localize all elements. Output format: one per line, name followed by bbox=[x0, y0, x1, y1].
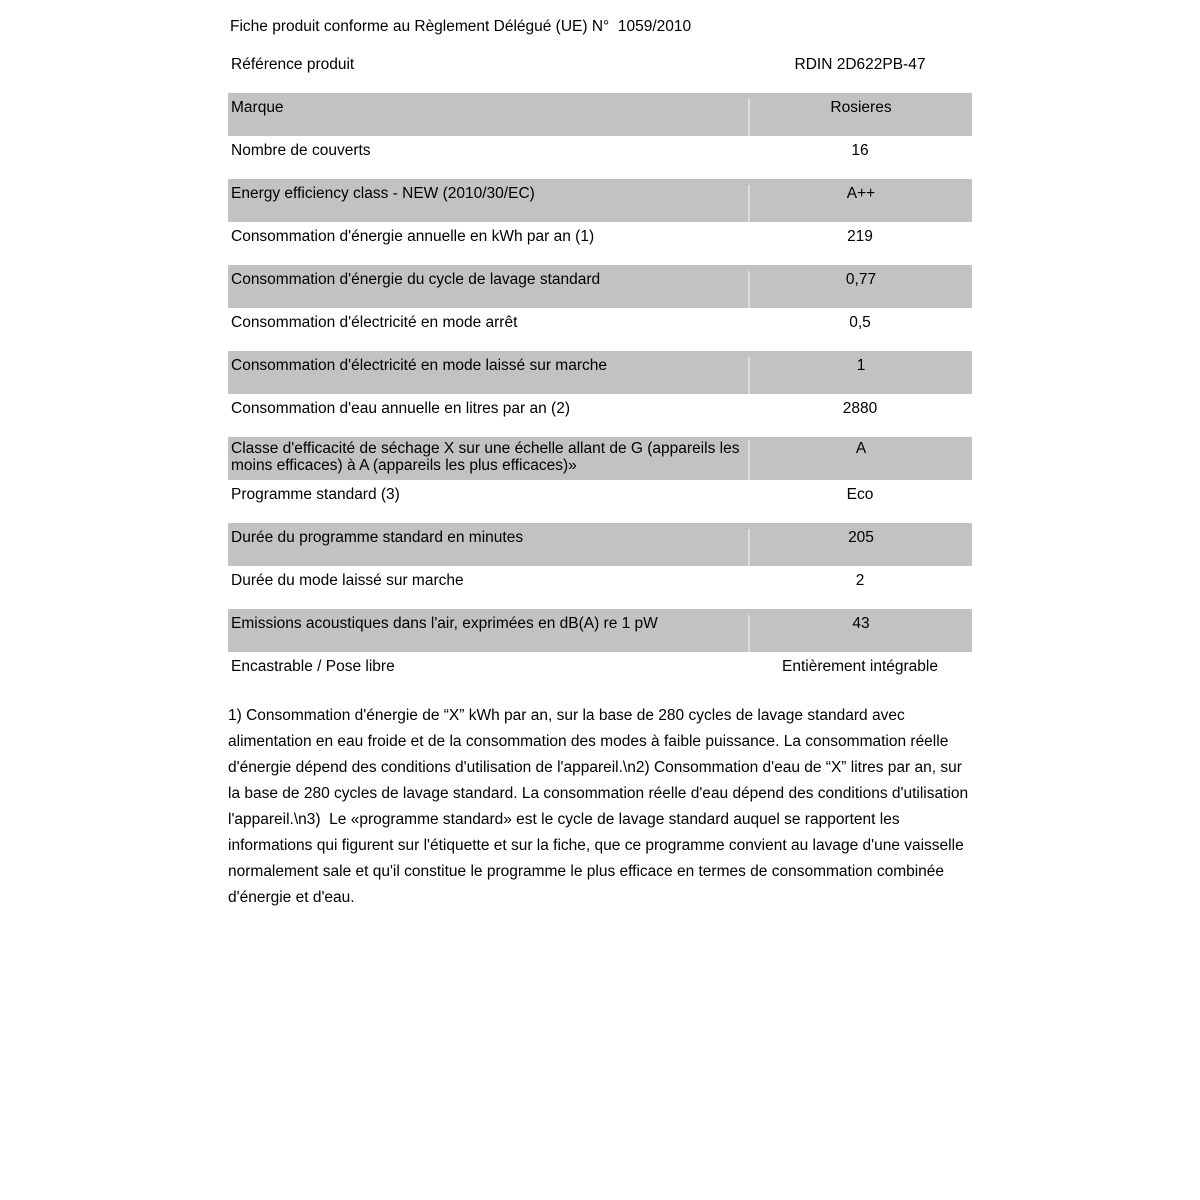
spec-value: 2880 bbox=[842, 400, 878, 417]
spec-table bbox=[228, 93, 972, 695]
spec-label: Programme standard (3) bbox=[231, 486, 400, 503]
spec-label: Durée du mode laissé sur marche bbox=[231, 572, 464, 589]
spec-value: Rosieres bbox=[748, 99, 972, 136]
table-row bbox=[228, 394, 972, 437]
table-row bbox=[228, 652, 972, 695]
document-body bbox=[228, 18, 972, 911]
spec-value: Eco bbox=[846, 486, 874, 503]
spec-value: A bbox=[748, 440, 972, 480]
spec-value: 219 bbox=[847, 228, 873, 245]
table-row bbox=[228, 523, 972, 566]
spec-label: Classe d'efficacité de séchage X sur une échelle allant de G (appareils les moins efficaces) à A (appareils les plus efficaces)» bbox=[231, 440, 740, 474]
document-title: Fiche produit conforme au Règlement Délégué (UE) N° 1059/2010 bbox=[230, 18, 692, 35]
spec-value: 205 bbox=[748, 529, 972, 566]
spec-label: Marque bbox=[231, 99, 284, 116]
spec-label: Consommation d'énergie annuelle en kWh par an (1) bbox=[231, 228, 595, 245]
table-row bbox=[228, 265, 972, 308]
table-row bbox=[228, 480, 972, 523]
spec-label: Nombre de couverts bbox=[231, 142, 371, 159]
spec-value: 0,5 bbox=[849, 314, 871, 331]
table-row bbox=[228, 351, 972, 394]
table-row bbox=[228, 136, 972, 179]
footnote-text: 1) Consommation d'énergie de “X” kWh par an, sur la base de 280 cycles de lavage standard avec alimentation en eau froide et de la consommation des modes à faible puissance. La consommation réelle d'énergie dépend des conditions d'utilisation de l'appareil.\n2) Consommation d'eau de “X” litres par an, sur la base de 280 cycles de lavage standard. La consommation réelle d'eau dépend des conditions d'utilisation l'appareil.\n3) Le «programme standard» est le cycle de lavage standard auquel se rapportent les informations qui figurent sur l'étiquette et sur la fiche, que ce programme convient au lavage d'une vaisselle normalement sale et qu'il constitue le programme le plus efficace en termes de consommation combinée d'énergie et d'eau. bbox=[228, 707, 973, 906]
spec-label: Consommation d'électricité en mode arrêt bbox=[231, 314, 518, 331]
table-row bbox=[228, 93, 972, 136]
table-row bbox=[228, 566, 972, 609]
spec-value: 1 bbox=[748, 357, 972, 394]
spec-label: Durée du programme standard en minutes bbox=[231, 529, 524, 546]
reference-label: Référence produit bbox=[231, 56, 355, 73]
spec-label: Consommation d'énergie du cycle de lavage standard bbox=[231, 271, 601, 288]
spec-label: Encastrable / Pose libre bbox=[231, 658, 395, 675]
table-row bbox=[228, 179, 972, 222]
table-row bbox=[228, 308, 972, 351]
spec-value: A++ bbox=[748, 185, 972, 222]
reference-row bbox=[228, 56, 972, 93]
reference-value: RDIN 2D622PB-47 bbox=[794, 56, 926, 73]
spec-value: 16 bbox=[851, 142, 869, 159]
table-row bbox=[228, 609, 972, 652]
spec-label: Emissions acoustiques dans l'air, exprimées en dB(A) re 1 pW bbox=[231, 615, 658, 632]
table-row bbox=[228, 222, 972, 265]
spec-value: 2 bbox=[855, 572, 865, 589]
spec-value: 43 bbox=[748, 615, 972, 652]
table-row bbox=[228, 437, 972, 480]
spec-label: Consommation d'eau annuelle en litres par an (2) bbox=[231, 400, 570, 417]
spec-value: 0,77 bbox=[748, 271, 972, 308]
spec-value: Entièrement intégrable bbox=[782, 658, 938, 675]
spec-label: Energy efficiency class - NEW (2010/30/EC) bbox=[231, 185, 535, 202]
spec-label: Consommation d'électricité en mode laissé sur marche bbox=[231, 357, 607, 374]
